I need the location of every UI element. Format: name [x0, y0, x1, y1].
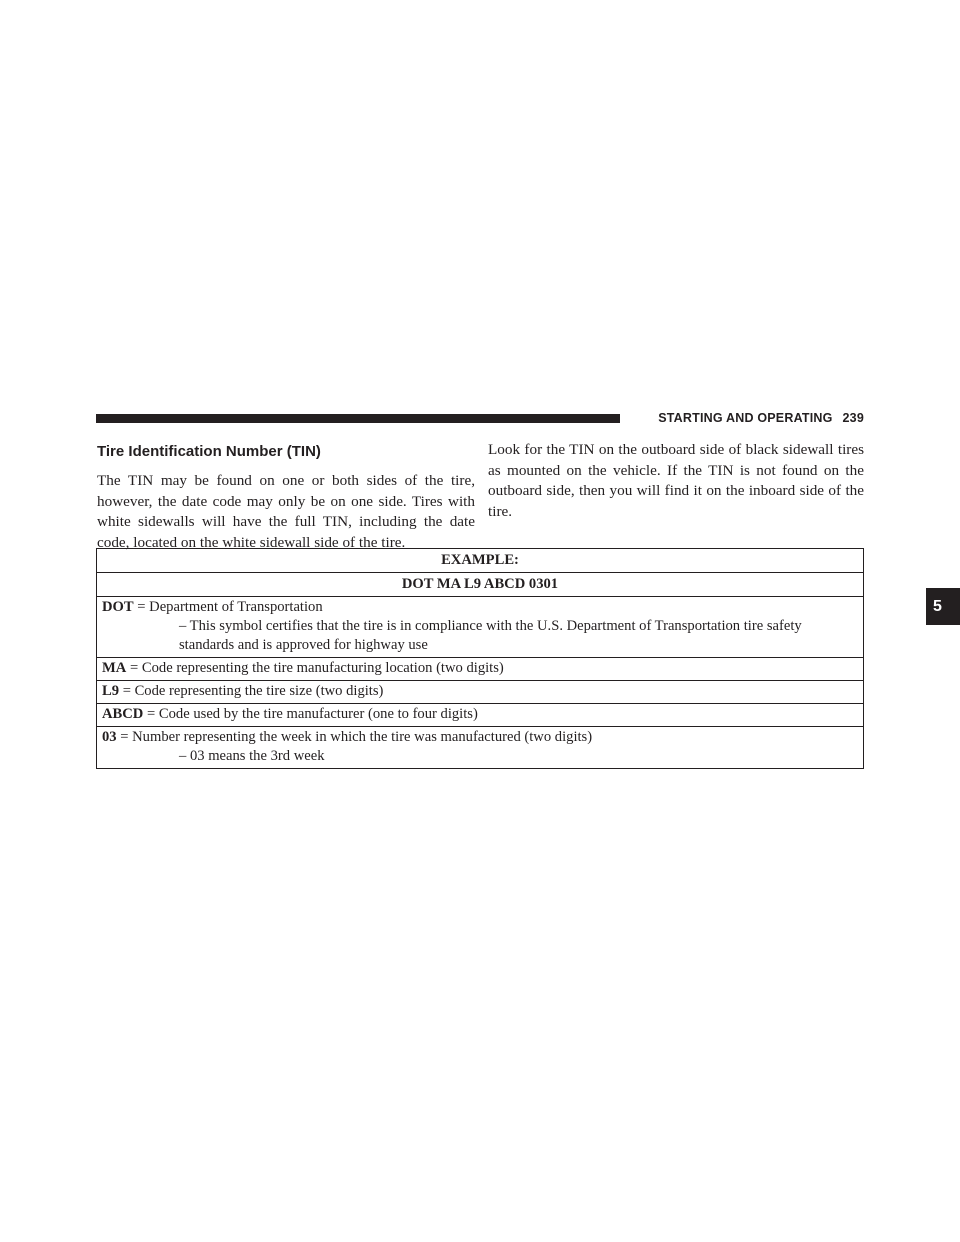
header-rule — [96, 414, 620, 423]
table-title-row — [97, 549, 864, 573]
paragraph-left: The TIN may be found on one or both sides of the tire, however, the date code may only be on one side. Tires with white sidewalls will have the full TIN, including the date code, located on the white sidewall side of the tire. — [97, 472, 475, 551]
section-heading: Tire Identification Number (TIN) — [97, 443, 321, 460]
row-code: L9 — [102, 683, 120, 699]
table-row — [97, 681, 864, 704]
section-title: STARTING AND OPERATING — [658, 411, 833, 425]
table-cell — [97, 681, 864, 704]
table-row — [97, 597, 864, 658]
table-row — [97, 658, 864, 681]
tin-example-table — [96, 548, 864, 769]
example-code: DOT MA L9 ABCD 0301 — [97, 573, 864, 597]
row-definition — [102, 705, 858, 724]
row-definition — [102, 728, 858, 747]
row-text: = Code used by the tire manufacturer (one to four digits) — [147, 706, 478, 722]
row-detail: – This symbol certifies that the tire is in compliance with the U.S. Department of Transportation tire safety standards and is approved for highway use — [179, 618, 802, 653]
table-cell — [97, 704, 864, 727]
table-row — [97, 704, 864, 727]
page-number: 239 — [842, 411, 864, 425]
chapter-tab[interactable]: 5 — [926, 588, 960, 625]
row-code: DOT — [102, 599, 134, 615]
table-row — [97, 727, 864, 769]
paragraph-right: Look for the TIN on the outboard side of black sidewall tires as mounted on the vehicle. If the TIN is not found on the outboard side, then you will find it on the inboard side of the tire. — [488, 441, 864, 520]
row-text: = Number representing the week in which the tire was manufactured (two digits) — [120, 729, 593, 745]
row-definition — [102, 682, 858, 701]
row-text: = Department of Transportation — [137, 599, 323, 615]
table-title: EXAMPLE: — [97, 549, 864, 573]
example-code-row — [97, 573, 864, 597]
row-definition — [102, 659, 858, 678]
table-cell — [97, 597, 864, 658]
row-detail: – 03 means the 3rd week — [179, 748, 325, 764]
row-code: 03 — [102, 729, 117, 745]
running-header — [632, 410, 864, 426]
row-text: = Code representing the tire size (two digits) — [122, 683, 384, 699]
row-text: = Code representing the tire manufacturing location (two digits) — [129, 660, 504, 676]
row-definition — [102, 598, 858, 617]
table-cell — [97, 658, 864, 681]
row-code: ABCD — [102, 706, 144, 722]
table-cell — [97, 727, 864, 769]
row-code: MA — [102, 660, 127, 676]
